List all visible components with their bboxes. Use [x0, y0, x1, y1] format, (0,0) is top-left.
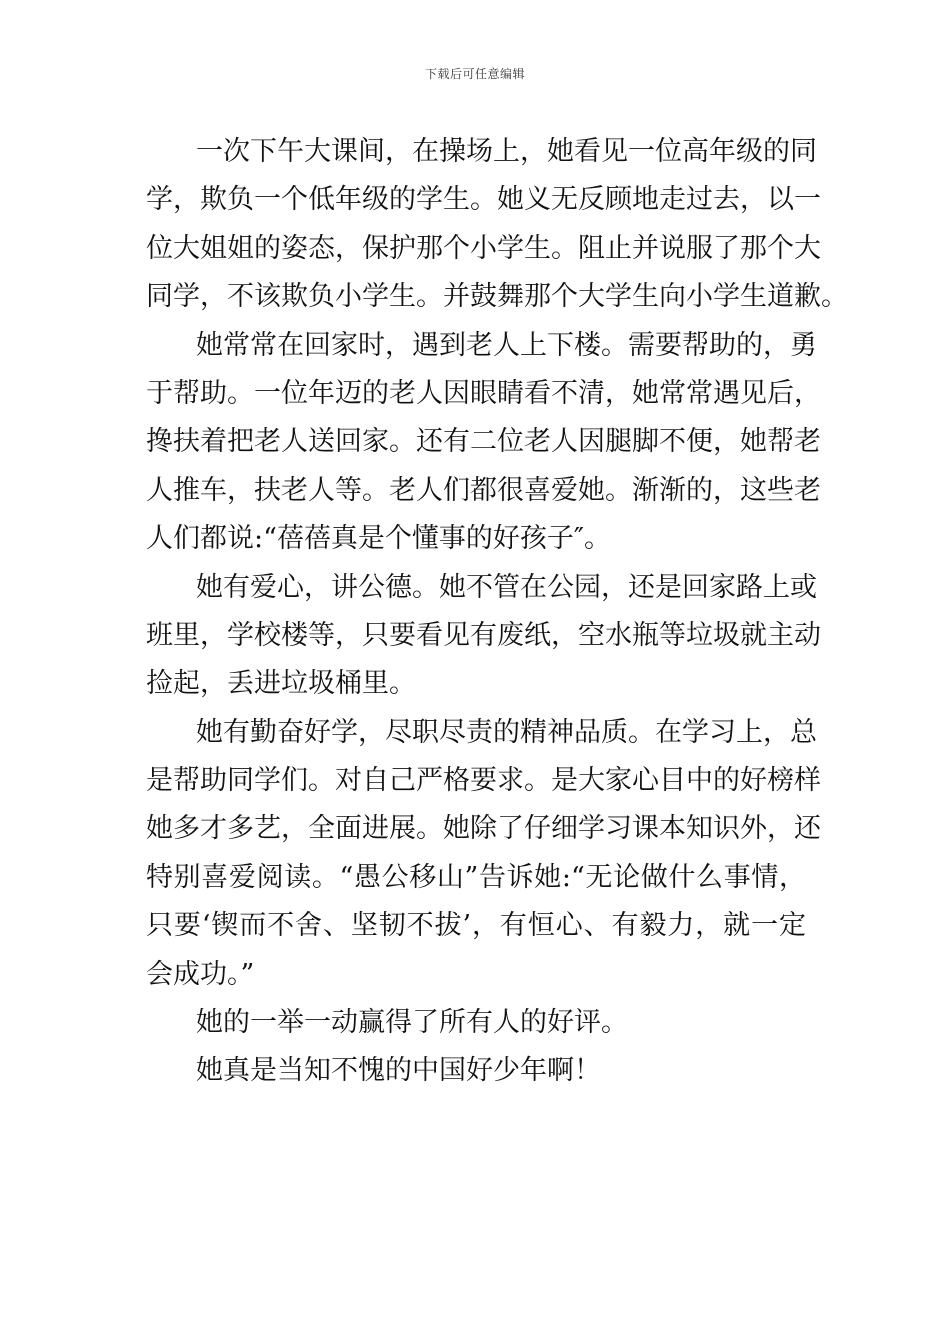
paragraph-line: 位大姐姐的姿态，保护那个小学生。阻止并说服了那个大 — [146, 232, 821, 264]
paragraph-line: 人们都说:“蓓蓓真是个懂事的好孩子″。 — [146, 523, 611, 555]
paragraph-line: 捡起，丢进垃圾桶里。 — [146, 668, 416, 700]
paragraph-line: 一次下午大课间，在操场上，她看见一位高年级的同 — [196, 136, 817, 167]
paragraph — [146, 322, 821, 564]
page-header-note: 下载后可任意编辑 — [424, 67, 525, 81]
paragraph-line: 她多才多艺，全面进展。她除了仔细学习课本知识外，还 — [146, 813, 821, 845]
paragraph — [146, 709, 821, 999]
document-body — [146, 128, 848, 1096]
paragraph — [146, 999, 806, 1047]
paragraph-line: 搀扶着把老人送回家。还有二位老人因腿脚不便，她帮老 — [146, 426, 821, 458]
paragraph-line: 是帮助同学们。对自己严格要求。是大家心目中的好榜样 — [146, 765, 821, 797]
paragraph-line: 她的一举一动赢得了所有人的好评。 — [196, 1007, 628, 1039]
paragraph-line: 她常常在回家时，遇到老人上下楼。需要帮助的，勇 — [196, 329, 817, 361]
paragraph-line: 特别喜爱阅读。“愚公移山”告诉她:“无论做什么事情， — [146, 861, 806, 893]
paragraph-line: 她有爱心，讲公德。她不管在公园，还是回家路上或 — [196, 571, 817, 603]
paragraph — [146, 564, 821, 709]
paragraph-line: 她有勤奋好学，尽职尽责的精神品质。在学习上，总 — [196, 716, 817, 748]
paragraph-line: 班里，学校楼等，只要看见有废纸，空水瓶等垃圾就主动 — [146, 619, 821, 651]
paragraph-line: 同学，不该欺负小学生。并鼓舞那个大学生向小学生道歉。 — [146, 281, 848, 313]
paragraph-line: 学，欺负一个低年级的学生。她义无反顾地走过去，以一 — [146, 184, 821, 216]
paragraph-line: 她真是当知不愧的中国好少年啊！ — [196, 1055, 601, 1087]
paragraph-line: 人推车，扶老人等。老人们都很喜爱她。渐渐的，这些老 — [146, 474, 821, 506]
paragraph-line: 只要‘锲而不舍、坚韧不拔’，有恒心、有毅力，就一定 — [146, 910, 806, 942]
paragraph-line: 会成功。” — [146, 958, 255, 990]
paragraph — [146, 1047, 806, 1095]
paragraph-line: 于帮助。一位年迈的老人因眼睛看不清，她常常遇见后， — [146, 377, 821, 409]
paragraph — [146, 128, 848, 322]
